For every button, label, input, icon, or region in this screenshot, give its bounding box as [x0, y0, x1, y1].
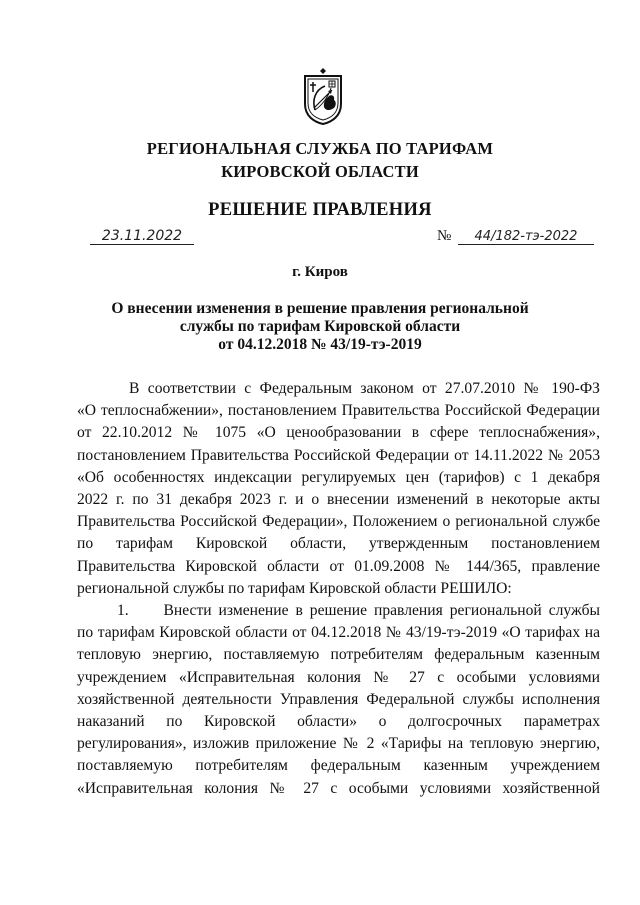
body-line: учреждением «Исправительная колония № 27 с особыми условиями — [77, 668, 600, 686]
body-line: 1. Внести изменение в решение правления региональной службы — [117, 602, 600, 620]
date-underline — [90, 244, 194, 245]
body-line: хозяйственной деятельности Управления Федеральной службы исполнения — [77, 690, 600, 708]
date-field — [90, 226, 194, 246]
org-name-line1: РЕГИОНАЛЬНАЯ СЛУЖБА ПО ТАРИФАМ — [146, 139, 494, 158]
subject-line: службы по тарифам Кировской области — [179, 318, 461, 335]
body-line: региональной службы по тарифам Кировской области РЕШИЛО: — [77, 579, 512, 597]
org-name-line2: КИРОВСКОЙ ОБЛАСТИ — [221, 162, 419, 181]
number-sign: № — [437, 228, 452, 244]
handwritten-date: 23.11.2022 — [101, 228, 183, 244]
body-line: по тарифам Кировской области, утвержденным постановлением — [77, 535, 600, 553]
body-line: «Исправительная колония № 27 с особыми условиями хозяйственной — [77, 779, 600, 797]
body-line: наказаний по Кировской области» о долгосрочных параметрах — [77, 713, 600, 731]
document-body — [77, 378, 600, 800]
body-line: «О теплоснабжении», постановлением Правительства Российской Федерации — [77, 402, 600, 420]
body-line: Правительства Кировской области от 01.09.2008 № 144/365, правление — [77, 557, 600, 575]
body-line: поставляемую потребителям федеральным казенным учреждением — [77, 757, 600, 775]
body-line: от 22.10.2012 № 1075 «О ценообразовании в сфере теплоснабжения», — [77, 424, 600, 442]
city-name: г. Киров — [292, 264, 348, 280]
subject-line: О внесении изменения в решение правления региональной — [111, 300, 529, 317]
body-line: В соответствии с Федеральным законом от 27.07.2010 № 190-ФЗ — [129, 380, 600, 397]
subject-line: от 04.12.2018 № 43/19-тэ-2019 — [218, 336, 422, 353]
handwritten-number: 44/182-тэ-2022 — [474, 229, 578, 244]
body-line: регулирования», изложив приложение № 2 «Тарифы на тепловую энергию, — [77, 735, 600, 753]
body-line: тепловую энергию, поставляемую потребителям федеральным казенным — [77, 646, 600, 664]
kirov-coat-of-arms-icon — [301, 66, 345, 126]
body-line: 2022 г. по 31 декабря 2023 г. и о внесении изменений в некоторые акты — [77, 491, 600, 509]
subject-heading — [110, 300, 530, 354]
body-line: Правительства Российской Федерации», Положением о региональной службе — [77, 513, 600, 531]
number-field — [458, 226, 594, 246]
body-line: по тарифам Кировской области от 04.12.2018 № 43/19-тэ-2019 «О тарифах на — [77, 624, 600, 642]
doc-type-title: РЕШЕНИЕ ПРАВЛЕНИЯ — [208, 200, 432, 220]
number-underline — [458, 244, 594, 245]
body-line: постановлением Правительства Российской Федерации от 14.11.2022 № 2053 — [77, 446, 600, 464]
body-line: «Об особенностях индексации регулируемых цен (тарифов) с 1 декабря — [77, 468, 600, 486]
